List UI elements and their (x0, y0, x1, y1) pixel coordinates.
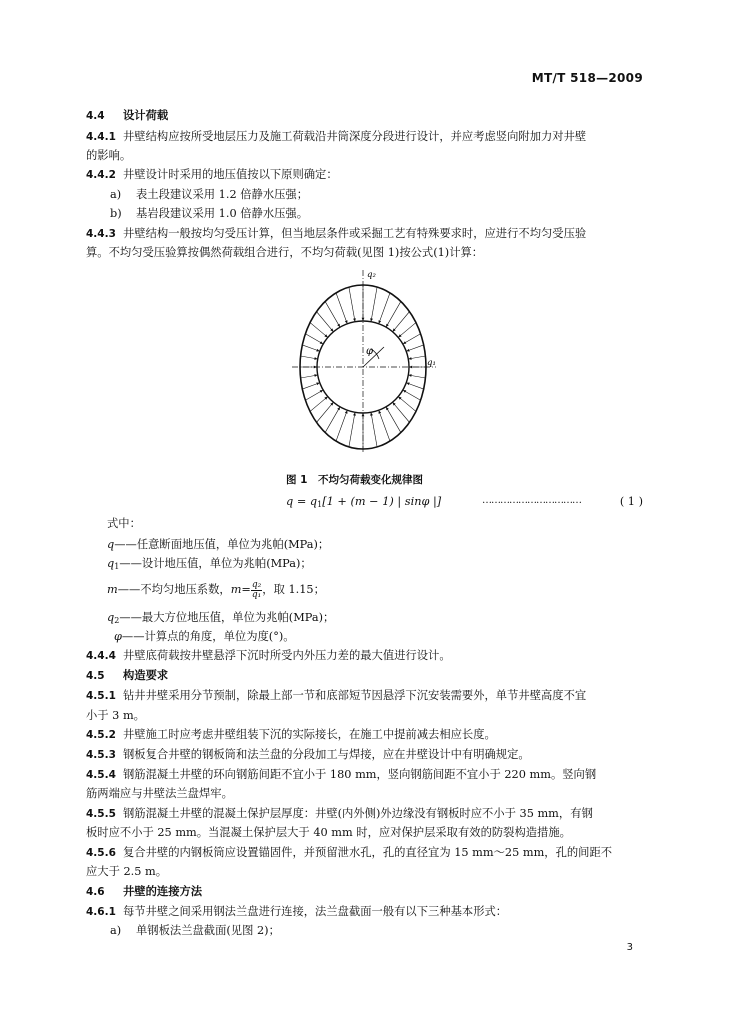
paragraph-4-4-1-line1 (86, 131, 586, 143)
list-item-a-flange (110, 925, 280, 936)
def-q (107, 539, 329, 550)
standard-code: MT/T 518—2009 (531, 71, 643, 85)
def-m (107, 577, 325, 603)
symbol-q2: q (107, 611, 115, 624)
symbol-subscript: 2 (114, 616, 120, 625)
load-arrow-shaft (393, 312, 410, 332)
load-arrow-shaft (325, 407, 340, 433)
load-arrow-shaft (336, 293, 347, 324)
formula-eq: = (293, 495, 310, 508)
formula-q-subscript: 1 (317, 500, 323, 509)
paragraph-4-6-1 (86, 906, 507, 918)
paragraph-4-5-2 (86, 729, 496, 741)
fraction-denominator: q₁ (251, 589, 262, 600)
where-intro: 式中： (107, 517, 141, 530)
page-number: 3 (626, 942, 633, 953)
load-arrow-shaft (310, 397, 328, 412)
load-arrow-shaft (349, 287, 355, 322)
section-heading-4-6 (86, 886, 202, 898)
section-title: 设计荷载 (123, 109, 169, 122)
formula-number: ( 1 ) (619, 495, 643, 508)
formula-lhs: q (286, 495, 294, 508)
load-arrow-shaft (386, 301, 401, 327)
symbol-phi: φ (114, 630, 122, 643)
paragraph-4-4-2 (86, 169, 338, 181)
paragraph-4-5-6-line2: 应大于 2.5 m。 (86, 865, 168, 878)
load-arrow-head (345, 320, 348, 323)
load-arrow-shaft (398, 323, 416, 338)
definition-text: ——计算点的角度，单位为度(°)。 (121, 630, 295, 643)
clause-number: 4.5.4 (86, 769, 116, 781)
clause-number: 4.4.4 (86, 650, 116, 662)
list-label: a) (110, 924, 122, 937)
clause-number: 4.5.3 (86, 749, 116, 761)
paragraph-text: 复合井壁的内钢板筒应设置锚固件，并预留泄水孔，孔的直径宜为 15 mm～25 mm，孔的间距不 (123, 846, 613, 859)
load-arrow-shaft (325, 301, 340, 327)
paragraph-text: 井壁结构应按所受地层压力及施工荷载沿井筒深度分段进行设计，并应考虑竖向附加力对井壁 (123, 130, 587, 143)
paragraph-text: 钢板复合井壁的钢板筒和法兰盘的分段加工与焊接，应在井壁设计中有明确规定。 (123, 748, 530, 761)
paragraph-text: 井壁施工时应考虑井壁组装下沉的实际接长，在施工中提前减去相应长度。 (123, 728, 496, 741)
label-q2: q₂ (367, 270, 376, 280)
load-arrow-head (406, 383, 409, 386)
section-heading-4-4 (86, 110, 168, 122)
paragraph-4-5-3 (86, 749, 530, 761)
formula-body: [1 + (m − 1) | sinφ |] (322, 495, 442, 508)
paragraph-text: 井壁底荷载按井壁悬浮下沉时所受内外压力差的最大值进行设计。 (123, 649, 451, 662)
paragraph-4-5-5-line2: 板时应不小于 25 mm。当混凝土保护层大于 40 mm 时，应对保护层采取有效的防裂构造措施。 (86, 826, 571, 839)
definition-text: ——任意断面地压值，单位为兆帕(MPa)； (114, 538, 330, 551)
paragraph-text: 每节井壁之间采用钢法兰盘进行连接，法兰盘截面一般有以下三种基本形式： (123, 905, 508, 918)
definition-text: ——不均匀地压系数， (117, 583, 231, 596)
load-arrow-shaft (379, 293, 390, 324)
figure-1 (286, 262, 446, 462)
load-arrow-shaft (317, 402, 334, 422)
clause-number: 4.5.1 (86, 690, 116, 702)
paragraph-4-5-6-line1 (86, 847, 612, 859)
section-number: 4.6 (86, 886, 105, 898)
label-q1: q₁ (427, 358, 436, 368)
formula-q: q (309, 495, 318, 508)
paragraph-text: 钢筋混凝土井壁的混凝土保护层厚度：井壁(内外侧)外边缘没有钢板时应不小于 35 mm，有钢 (123, 807, 593, 820)
section-number: 4.4 (86, 110, 105, 122)
m-equals: m= (230, 583, 251, 596)
clause-number: 4.4.3 (86, 228, 116, 240)
load-arrow-shaft (398, 397, 416, 412)
def-phi (114, 631, 295, 642)
clause-number: 4.4.1 (86, 131, 116, 143)
def-q2 (107, 612, 334, 625)
list-text: 单钢板法兰盘截面(见图 2)； (136, 924, 280, 937)
load-arrow-shaft (379, 410, 390, 441)
clause-number: 4.4.2 (86, 169, 116, 181)
paragraph-4-5-1-line2: 小于 3 m。 (86, 709, 145, 722)
paragraph-4-5-4-line2: 筋两端应与井壁法兰盘焊牢。 (86, 787, 233, 800)
load-arrow-head (379, 320, 382, 323)
paragraph-4-4-3-line2: 算。不均匀受压验算按偶然荷载组合进行，不均匀荷载(见图 1)按公式(1)计算： (86, 246, 484, 259)
m-fraction (251, 581, 262, 600)
load-arrow-shaft (371, 287, 377, 322)
definition-text: ——设计地压值，单位为兆帕(MPa)； (119, 557, 312, 570)
definition-text-end: ，取 1.15； (262, 583, 325, 596)
load-arrow-shaft (317, 312, 334, 332)
load-arrow-head (316, 383, 319, 386)
clause-number: 4.5.5 (86, 808, 116, 820)
load-arrow-shaft (349, 412, 355, 447)
paragraph-4-4-1-line2: 的影响。 (86, 149, 132, 162)
list-label: a) (110, 188, 122, 201)
symbol-q1: q (107, 557, 115, 570)
load-arrow-shaft (371, 412, 377, 447)
load-arrow-shaft (393, 402, 410, 422)
clause-number: 4.5.6 (86, 847, 116, 859)
paragraph-text: 钻井井壁采用分节预制，除最上部一节和底部短节因悬浮下沉安装需要外，单节井壁高度不宜 (123, 689, 587, 702)
paragraph-text: 钢筋混凝土井壁的环向钢筋间距不宜小于 180 mm，竖向钢筋间距不宜小于 220 mm。竖向钢 (123, 768, 597, 781)
section-heading-4-5 (86, 670, 168, 682)
load-arrow-head (406, 349, 409, 352)
list-text: 基岩段建议采用 1.0 倍静水压强。 (136, 207, 309, 220)
list-item-a (110, 189, 308, 200)
def-q1 (107, 558, 312, 571)
load-arrow-shaft (310, 323, 328, 338)
formula-1 (286, 496, 441, 509)
load-arrow-head (316, 349, 319, 352)
formula-leader-dots: …………………………… (482, 495, 581, 506)
section-number: 4.5 (86, 670, 105, 682)
paragraph-4-5-5-line1 (86, 808, 593, 820)
load-arrow-head (345, 410, 348, 413)
clause-number: 4.5.2 (86, 729, 116, 741)
paragraph-text: 井壁结构一般按均匀受压计算，但当地层条件或采掘工艺有特殊要求时，应进行不均匀受压验 (123, 227, 587, 240)
symbol-q: q (107, 538, 115, 551)
section-title: 构造要求 (123, 669, 169, 682)
paragraph-4-4-3-line1 (86, 228, 586, 240)
load-arrow-head (379, 410, 382, 413)
clause-number: 4.6.1 (86, 906, 116, 918)
load-arrow-shaft (336, 410, 347, 441)
load-arrow-shaft (386, 407, 401, 433)
load-diagram (286, 262, 446, 462)
label-phi: φ (366, 346, 374, 357)
paragraph-4-5-1-line1 (86, 690, 586, 702)
paragraph-4-5-4-line1 (86, 769, 596, 781)
symbol-m: m (107, 583, 118, 596)
list-text: 表土段建议采用 1.2 倍静水压强； (136, 188, 309, 201)
figure-caption: 图 1 不均匀荷载变化规律图 (286, 474, 423, 486)
list-label: b) (110, 207, 122, 220)
symbol-subscript: 1 (114, 562, 120, 571)
paragraph-4-4-4 (86, 650, 451, 662)
paragraph-text: 井壁设计时采用的地压值按以下原则确定： (123, 168, 338, 181)
definition-text: ——最大方位地压值，单位为兆帕(MPa)； (119, 611, 335, 624)
fraction-numerator: q₂ (251, 579, 262, 590)
list-item-b (110, 208, 308, 219)
section-title: 井壁的连接方法 (123, 885, 203, 898)
